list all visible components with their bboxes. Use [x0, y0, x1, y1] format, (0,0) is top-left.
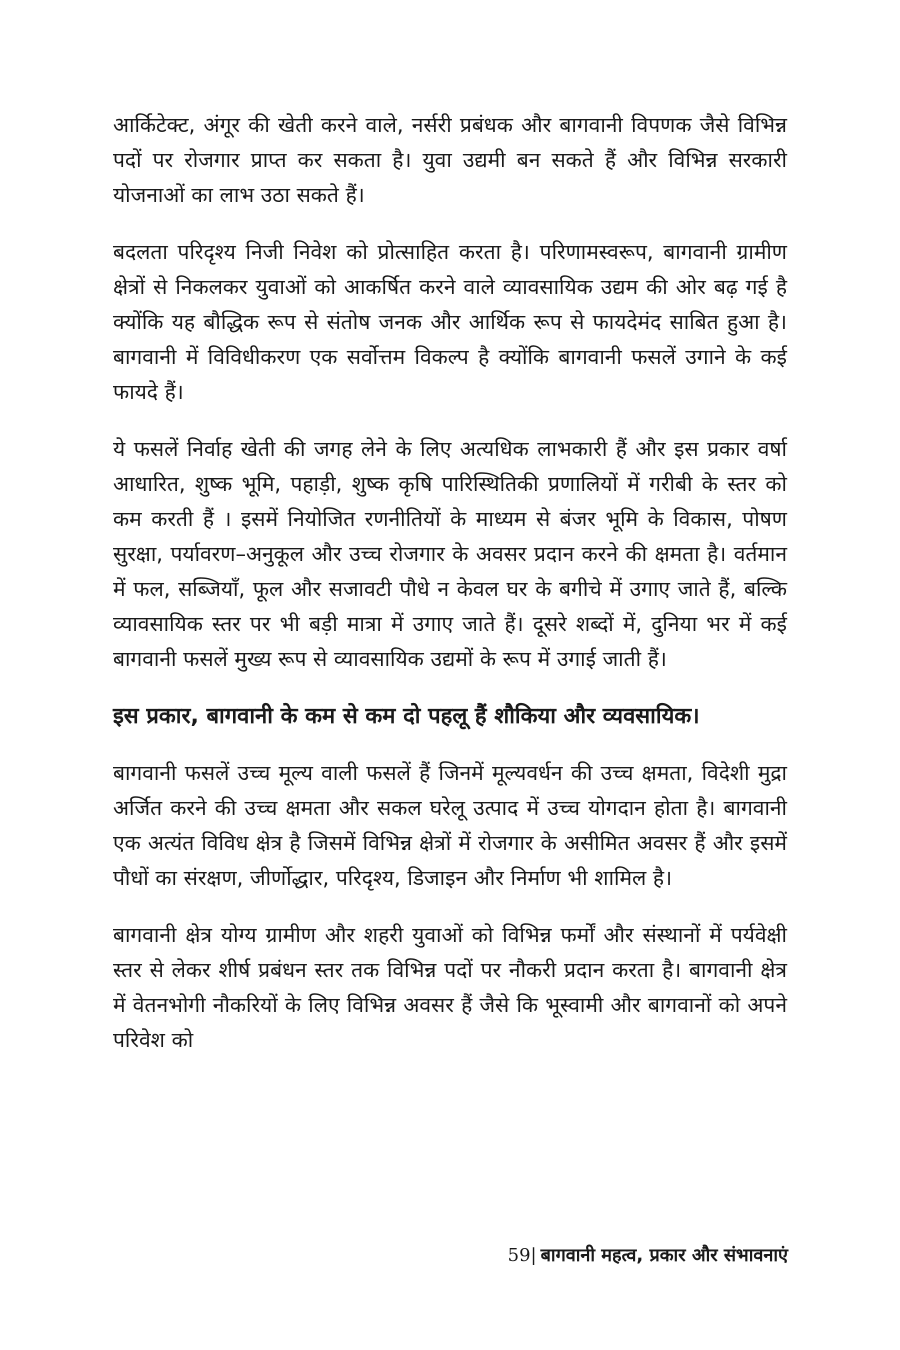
paragraph-changing-scenario: बदलता परिदृश्य निजी निवेश को प्रोत्साहित करता है। परिणामस्वरूप, बागवानी ग्रामीण क्षेत्रों से निकलकर युवाओं को आकर्षित करने वाले व्यावसायिक उद्यम की ओर बढ़ गई है क्योंकि यह बौद्धिक रूप से संतोष जनक और आर्थिक रूप से फायदेमंद साबित हुआ है। बागवानी में विविधीकरण एक सर्वोत्तम विकल्प है क्योंकि बागवानी फसलें उगाने के कई फायदे हैं। — [113, 240, 787, 404]
book-title: बागवानी महत्व, प्रकार और संभावनाएं — [540, 1245, 788, 1266]
page-number: 59 — [507, 1245, 531, 1266]
paragraph-careers: आर्किटेक्ट, अंगूर की खेती करने वाले, नर्सरी प्रबंधक और बागवानी विपणक जैसे विभिन्न पदों पर रोजगार प्राप्त कर सकता है। युवा उद्यमी बन सकते हैं और विभिन्न सरकारी योजनाओं का लाभ उठा सकते हैं। — [113, 113, 787, 207]
paragraph-employment: बागवानी क्षेत्र योग्य ग्रामीण और शहरी युवाओं को विभिन्न फर्मों और संस्थानों में पर्यवेक्षी स्तर से लेकर शीर्ष प्रबंधन स्तर तक विभिन्न पदों पर नौकरी प्रदान करता है। बागवानी क्षेत्र में वेतनभोगी नौकरियों के लिए विभिन्न अवसर हैं जैसे कि भूस्वामी और बागवानों को अपने परिवेश को — [113, 923, 787, 1052]
page-footer — [508, 1242, 788, 1270]
paragraph-high-value-crops: बागवानी फसलें उच्च मूल्य वाली फसलें हैं जिनमें मूल्यवर्धन की उच्च क्षमता, विदेशी मुद्रा अर्जित करने की उच्च क्षमता और सकल घरेलू उत्पाद में उच्च योगदान होता है। बागवानी एक अत्यंत विविध क्षेत्र है जिसमें विभिन्न क्षेत्रों में रोजगार के असीमित अवसर हैं और इसमें पौधों का संरक्षण, जीर्णोद्धार, परिदृश्य, डिजाइन और निर्माण भी शामिल है। — [113, 761, 787, 890]
footer-separator: | — [530, 1245, 537, 1266]
page-body — [113, 108, 787, 1080]
paragraph-crop-benefits: ये फसलें निर्वाह खेती की जगह लेने के लिए अत्यधिक लाभकारी हैं और इस प्रकार वर्षा आधारित, शुष्क भूमि, पहाड़ी, शुष्क कृषि पारिस्थितिकी प्रणालियों में गरीबी के स्तर को कम करती हैं । इसमें नियोजित रणनीतियों के माध्यम से बंजर भूमि के विकास, पोषण सुरक्षा, पर्यावरण–अनुकूल और उच्च रोजगार के अवसर प्रदान करने की क्षमता है। वर्तमान में फल, सब्जियाँ, फूल और सजावटी पौधे न केवल घर के बगीचे में उगाए जाते हैं, बल्कि व्यावसायिक स्तर पर भी बड़ी मात्रा में उगाए जाते हैं। दूसरे शब्दों में, दुनिया भर में कई बागवानी फसलें मुख्य रूप से व्यावसायिक उद्यमों के रूप में उगाई जाती हैं। — [113, 437, 787, 671]
section-heading: इस प्रकार, बागवानी के कम से कम दो पहलू हैं शौकिया और व्यवसायिक। — [113, 704, 700, 729]
